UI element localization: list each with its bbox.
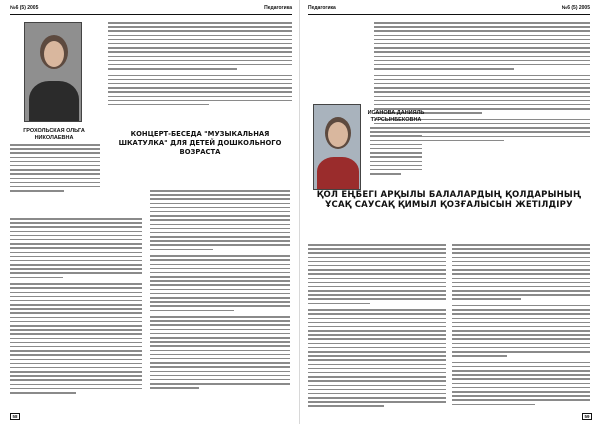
right-issue-label: №6 (5) 2005 (561, 5, 590, 11)
page-number-left: 58 (10, 413, 20, 420)
article-title-left: КОНЦЕРТ-БЕСЕДА "МУЗЫКАЛЬНАЯ ШКАТУЛКА" ДЛЯ ДЕТЕЙ ДОШКОЛЬНОГО ВОЗРАСТА (118, 130, 282, 156)
abstract-left (108, 22, 292, 108)
author-name-left: ГРОХОЛЬСКАЯ ОЛЬГА НИКОЛАЕВНА (23, 128, 85, 141)
right-page (300, 0, 600, 424)
left-header-rule (10, 14, 292, 15)
body-column-right-2 (452, 244, 590, 408)
left-issue-label: №6 (5) 2005 (10, 5, 39, 11)
author-bio-left (10, 144, 100, 194)
body-column-right-1 (308, 244, 446, 410)
left-section-label: Педагогика (264, 5, 292, 11)
body-column-left-2 (150, 190, 290, 391)
author-name-right: ИСАНОВА ДАНИЯЛЬ ТУРСЫНБЕКОВНА (367, 110, 425, 123)
body-column-left-1 (10, 218, 142, 396)
right-section-label: Педагогика (308, 5, 336, 11)
article-title-right: ҚОЛ ЕҢБЕГІ АРҚЫЛЫ БАЛАЛАРДЫҢ ҚОЛДАРЫНЫҢ ҰСАҚ САУСАҚ ҚИМЫЛ ҚОЗҒАЛЫСЫН ЖЕТІЛДІРУ (316, 190, 582, 211)
abstract-right (374, 22, 590, 144)
right-header-rule (308, 14, 590, 15)
author-photo-left (24, 22, 82, 122)
author-bio-right (370, 127, 422, 177)
page-number-right: 59 (582, 413, 592, 420)
author-photo-right (313, 104, 361, 190)
